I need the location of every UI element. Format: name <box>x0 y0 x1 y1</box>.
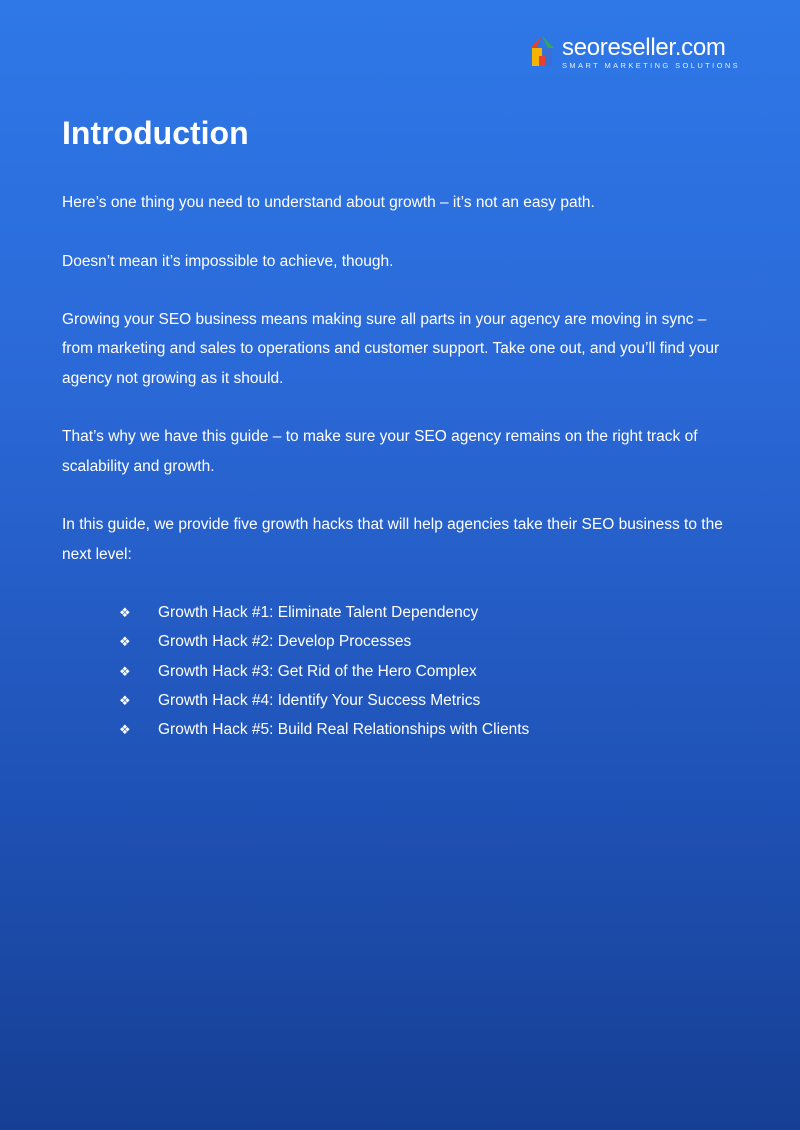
paragraph: In this guide, we provide five growth hacks that will help agencies take their SEO business to the next level: <box>62 516 723 563</box>
logo-house-icon <box>528 34 556 70</box>
list-item-label: Growth Hack #2: Develop Processes <box>158 633 412 651</box>
list-item <box>119 598 738 627</box>
diamond-bullet-icon: ❖ <box>119 722 131 738</box>
diamond-bullet-icon: ❖ <box>119 693 131 709</box>
list-item <box>119 627 738 656</box>
paragraph: Here’s one thing you need to understand about growth – it’s not an easy path. <box>62 194 595 211</box>
paragraph: Growing your SEO business means making sure all parts in your agency are moving in sync – from marketing and sales to operations and customer support. Take one out, and you’ll find your agency not growing as it should. <box>62 311 720 387</box>
paragraph: That’s why we have this guide – to make sure your SEO agency remains on the right track of scalability and growth. <box>62 428 698 475</box>
brand-logo <box>528 34 740 70</box>
list-item-label: Growth Hack #5: Build Real Relationships with Clients <box>158 721 530 739</box>
list-item <box>119 715 738 744</box>
page-title: Introduction <box>62 115 249 151</box>
list-item-label: Growth Hack #4: Identify Your Success Metrics <box>158 692 481 710</box>
paragraph: Doesn’t mean it’s impossible to achieve, though. <box>62 252 394 270</box>
list-item <box>119 657 738 686</box>
logo-tagline: SMART MARKETING SOLUTIONS <box>562 61 741 70</box>
diamond-bullet-icon: ❖ <box>119 634 131 650</box>
list-item-label: Growth Hack #1: Eliminate Talent Dependency <box>158 604 479 622</box>
list-item <box>119 686 738 715</box>
growth-hack-list <box>62 598 738 744</box>
diamond-bullet-icon: ❖ <box>119 605 131 621</box>
logo-wordmark: seoreseller.com <box>562 34 726 61</box>
diamond-bullet-icon: ❖ <box>119 663 131 679</box>
list-item-label: Growth Hack #3: Get Rid of the Hero Complex <box>158 662 477 680</box>
body-content <box>62 188 738 745</box>
